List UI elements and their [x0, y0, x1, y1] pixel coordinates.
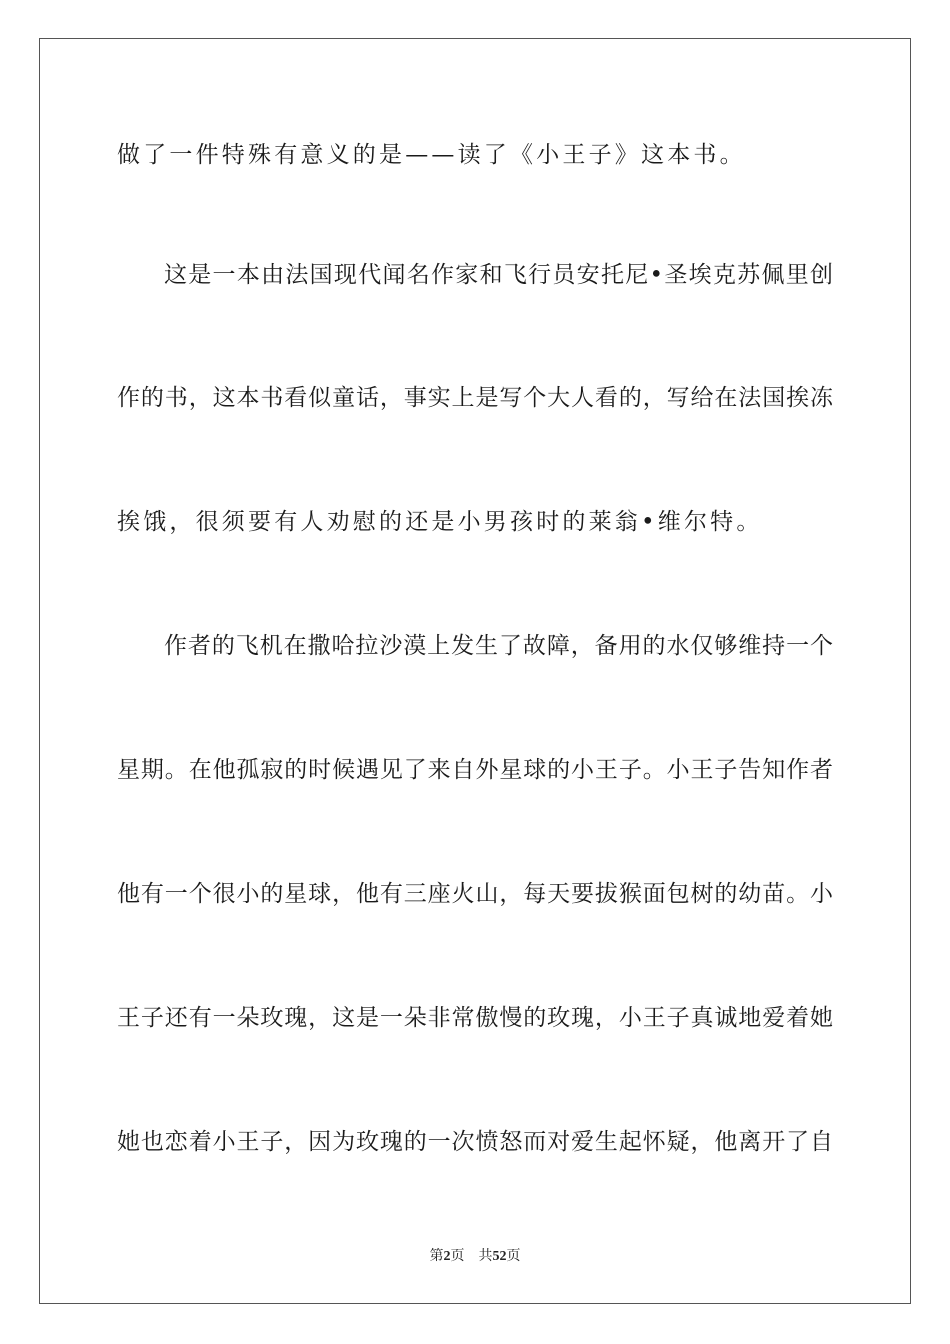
text-line-4: 挨饿，很须要有人劝慰的还是小男孩时的莱翁•维尔特。 — [117, 509, 763, 535]
footer-page-number: 2 — [443, 1249, 451, 1264]
text-line-7: 他有一个很小的星球，他有三座火山，每天要拔猴面包树的幼苗。小 — [117, 881, 833, 907]
text-line-9: 她也恋着小王子，因为玫瑰的一次愤怒而对爱生起怀疑，他离开了自 — [117, 1129, 833, 1155]
text-line-5: 作者的飞机在撒哈拉沙漠上发生了故障，备用的水仅够维持一个 — [164, 633, 833, 659]
text-line-8: 王子还有一朵玫瑰，这是一朵非常傲慢的玫瑰，小王子真诚地爱着她 — [117, 1005, 833, 1031]
footer-total-suffix: 页 — [506, 1248, 521, 1264]
footer-total-pages: 52 — [492, 1249, 507, 1264]
page-border — [39, 38, 911, 1304]
text-line-3: 作的书，这本书看似童话，事实上是写个大人看的，写给在法国挨冻 — [117, 385, 833, 411]
footer-page-suffix: 页 — [450, 1248, 465, 1264]
footer-page-prefix: 第 — [429, 1248, 444, 1264]
text-line-6: 星期。在他孤寂的时候遇见了来自外星球的小王子。小王子告知作者 — [117, 757, 833, 783]
text-line-1: 做了一件特殊有意义的是——读了《小王子》这本书。 — [117, 142, 746, 168]
footer-total-prefix: 共 — [478, 1248, 493, 1264]
text-line-2: 这是一本由法国现代闻名作家和飞行员安托尼•圣埃克苏佩里创 — [164, 262, 833, 288]
page-footer — [0, 1247, 950, 1266]
